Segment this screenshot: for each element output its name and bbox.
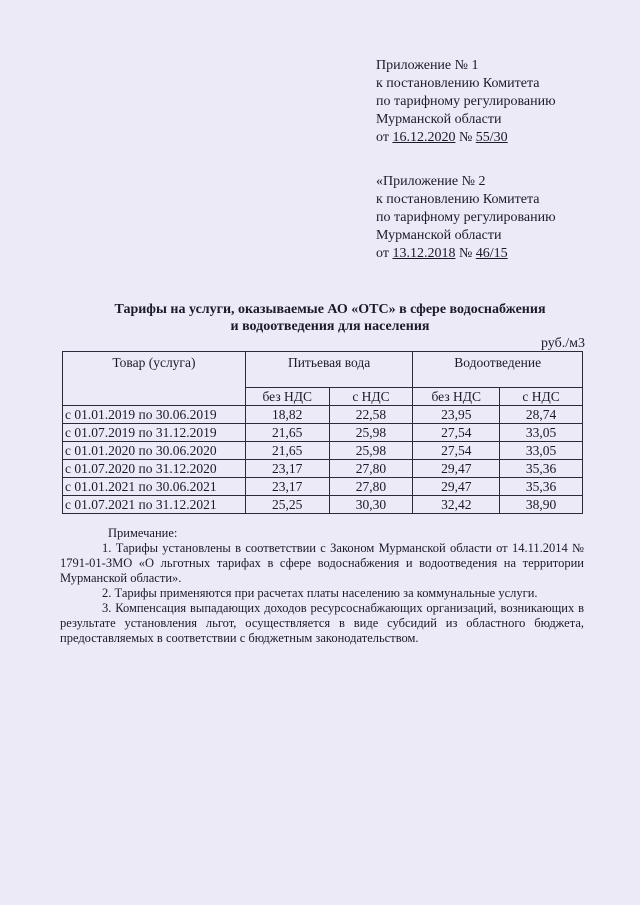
table-row <box>63 478 583 496</box>
value-cell: 35,36 <box>500 460 583 478</box>
period-cell: с 01.07.2019 по 31.12.2019 <box>63 424 246 442</box>
annex-1-date: 16.12.2020 <box>392 130 456 145</box>
annex-2-date: 13.12.2018 <box>392 246 456 261</box>
value-cell: 21,65 <box>245 442 329 460</box>
subheader-no-vat: без НДС <box>413 388 500 406</box>
period-cell: с 01.01.2020 по 30.06.2020 <box>63 442 246 460</box>
value-cell: 32,42 <box>413 496 500 514</box>
value-cell: 22,58 <box>329 406 413 424</box>
value-cell: 38,90 <box>500 496 583 514</box>
value-cell: 27,54 <box>413 442 500 460</box>
number-prefix: № <box>455 246 476 261</box>
value-cell: 27,80 <box>329 460 413 478</box>
value-cell: 23,95 <box>413 406 500 424</box>
annex-1-block <box>376 57 556 147</box>
value-cell: 25,98 <box>329 442 413 460</box>
table-row <box>63 406 583 424</box>
unit-label: руб./м3 <box>540 336 585 351</box>
period-cell: с 01.07.2021 по 31.12.2021 <box>63 496 246 514</box>
value-cell: 33,05 <box>500 442 583 460</box>
annex-2-date-line <box>376 245 556 263</box>
value-cell: 33,05 <box>500 424 583 442</box>
title-line-1: Тарифы на услуги, оказываемые АО «ОТС» в сфере водоснабжения <box>114 302 546 317</box>
column-header-product: Товар (услуга) <box>63 352 246 406</box>
annex-1-line: Приложение № 1 <box>376 58 479 73</box>
annex-1-line: к постановлению Комитета <box>376 76 540 91</box>
number-prefix: № <box>455 130 476 145</box>
annex-2-block <box>376 173 556 263</box>
subheader-no-vat: без НДС <box>245 388 329 406</box>
value-cell: 35,36 <box>500 478 583 496</box>
value-cell: 23,17 <box>245 478 329 496</box>
value-cell: 30,30 <box>329 496 413 514</box>
value-cell: 27,54 <box>413 424 500 442</box>
annex-2-line: «Приложение № 2 <box>376 174 486 189</box>
date-prefix: от <box>376 246 393 261</box>
table-row <box>63 496 583 514</box>
value-cell: 23,17 <box>245 460 329 478</box>
value-cell: 18,82 <box>245 406 329 424</box>
value-cell: 25,98 <box>329 424 413 442</box>
annex-1-line: Мурманской области <box>376 112 502 127</box>
period-cell: с 01.07.2020 по 31.12.2020 <box>63 460 246 478</box>
note-item: 2. Тарифы применяются при расчетах платы населению за коммунальные услуги. <box>102 586 538 600</box>
value-cell: 21,65 <box>245 424 329 442</box>
annex-2-line: к постановлению Комитета <box>376 192 540 207</box>
note-item: 1. Тарифы установлены в соответствии с Законом Мурманской области от 14.11.2014 № 1791-01-ЗМО «О льготных тарифах в сфере водоснабжения и водоотведения на территории Мурманской области». <box>60 541 584 585</box>
annex-2-line: по тарифному регулированию <box>376 210 556 225</box>
date-prefix: от <box>376 130 393 145</box>
subheader-vat: с НДС <box>500 388 583 406</box>
subheader-vat: с НДС <box>329 388 413 406</box>
annex-1-line: по тарифному регулированию <box>376 94 556 109</box>
period-cell: с 01.01.2019 по 30.06.2019 <box>63 406 246 424</box>
value-cell: 25,25 <box>245 496 329 514</box>
annex-2-line: Мурманской области <box>376 228 502 243</box>
column-header-drinking-water: Питьевая вода <box>245 352 413 388</box>
value-cell: 29,47 <box>413 478 500 496</box>
tariff-table <box>62 351 583 514</box>
annex-2-number: 46/15 <box>475 246 508 261</box>
table-row <box>63 460 583 478</box>
notes-section <box>60 526 584 646</box>
note-item: 3. Компенсация выпадающих доходов ресурсоснабжающих организаций, возникающих в результате установления льгот, осуществляется в виде субсидий из областного бюджета, предоставляемых в соответствии с бюджетным законодательством. <box>60 601 584 645</box>
document-title <box>60 301 600 335</box>
annex-1-date-line <box>376 129 556 147</box>
table-row <box>63 424 583 442</box>
value-cell: 27,80 <box>329 478 413 496</box>
title-line-2: и водоотведения для населения <box>230 319 430 334</box>
period-cell: с 01.01.2021 по 30.06.2021 <box>63 478 246 496</box>
value-cell: 29,47 <box>413 460 500 478</box>
table-row <box>63 442 583 460</box>
value-cell: 28,74 <box>500 406 583 424</box>
notes-header: Примечание: <box>108 526 178 540</box>
annex-1-number: 55/30 <box>475 130 508 145</box>
column-header-drainage: Водоотведение <box>413 352 583 388</box>
